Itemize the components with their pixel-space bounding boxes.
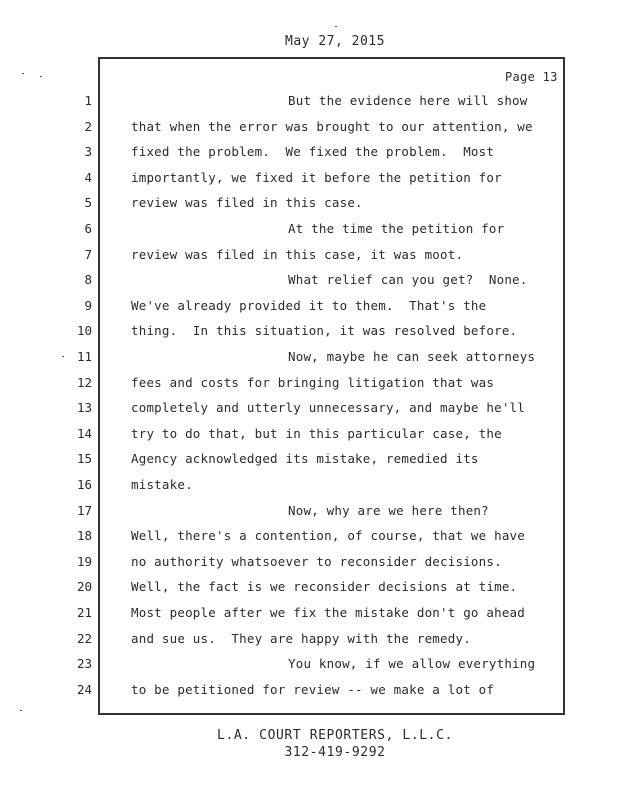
line-number: 16 — [76, 477, 92, 492]
transcript-line: fixed the problem. We fixed the problem. Most — [131, 144, 495, 159]
line-number: 12 — [76, 375, 92, 390]
transcript-line: try to do that, but in this particular case, the — [131, 426, 502, 441]
footer-phone: 312-419-9292 — [284, 745, 386, 760]
line-number: 5 — [84, 195, 92, 210]
transcript-line: Agency acknowledged its mistake, remedied its — [131, 451, 479, 466]
transcript-line: We've already provided it to them. That's the — [131, 298, 487, 313]
line-number: 18 — [76, 528, 92, 543]
scan-speck — [20, 710, 22, 711]
line-number: 10 — [76, 323, 92, 338]
scan-speck — [62, 356, 64, 357]
line-number: 1 — [84, 93, 92, 108]
page-number: Page 13 — [505, 70, 558, 84]
line-number: 24 — [76, 682, 92, 697]
transcript-line: What relief can you get? None. — [288, 272, 528, 287]
transcript-line: mistake. — [131, 477, 193, 492]
line-number: 15 — [76, 451, 92, 466]
transcript-line: to be petitioned for review -- we make a lot of — [131, 682, 495, 697]
footer-company: L.A. COURT REPORTERS, L.L.C. — [217, 728, 453, 743]
transcript-line: review was filed in this case, it was moot. — [131, 247, 464, 262]
line-number: 22 — [76, 631, 92, 646]
line-number: 6 — [84, 221, 92, 236]
transcript-line: Now, maybe he can seek attorneys — [288, 349, 536, 364]
line-number: 19 — [76, 554, 92, 569]
line-number: 9 — [84, 298, 92, 313]
transcript-line: review was filed in this case. — [131, 195, 363, 210]
line-number: 8 — [84, 272, 92, 287]
transcript-line: Now, why are we here then? — [288, 503, 489, 518]
transcript-line: and sue us. They are happy with the remedy. — [131, 631, 471, 646]
line-number: 17 — [76, 503, 92, 518]
line-number: 23 — [76, 656, 92, 671]
line-number: 3 — [84, 144, 92, 159]
transcript-line: Most people after we fix the mistake don't go ahead — [131, 605, 526, 620]
line-number: 20 — [76, 579, 92, 594]
transcript-line: You know, if we allow everything — [288, 656, 536, 671]
scan-speck — [40, 76, 42, 77]
transcript-line: Well, the fact is we reconsider decisions at time. — [131, 579, 518, 594]
line-number: 2 — [84, 119, 92, 134]
line-number: 14 — [76, 426, 92, 441]
page-date: May 27, 2015 — [285, 34, 385, 49]
transcript-line: that when the error was brought to our attention, we — [131, 119, 533, 134]
transcript-line: At the time the petition for — [288, 221, 505, 236]
line-number: 21 — [76, 605, 92, 620]
line-number: 4 — [84, 170, 92, 185]
line-number: 11 — [76, 349, 92, 364]
line-number: 7 — [84, 247, 92, 262]
transcript-line: importantly, we fixed it before the petition for — [131, 170, 502, 185]
transcript-line: Well, there's a contention, of course, that we have — [131, 528, 526, 543]
line-number: 13 — [76, 400, 92, 415]
transcript-line: But the evidence here will show — [288, 93, 528, 108]
transcript-line: thing. In this situation, it was resolved before. — [131, 323, 518, 338]
transcript-line: no authority whatsoever to reconsider decisions. — [131, 554, 502, 569]
transcript-line: completely and utterly unnecessary, and maybe he'll — [131, 400, 526, 415]
scan-speck — [335, 26, 337, 27]
transcript-line: fees and costs for bringing litigation that was — [131, 375, 495, 390]
scan-speck — [22, 73, 24, 74]
